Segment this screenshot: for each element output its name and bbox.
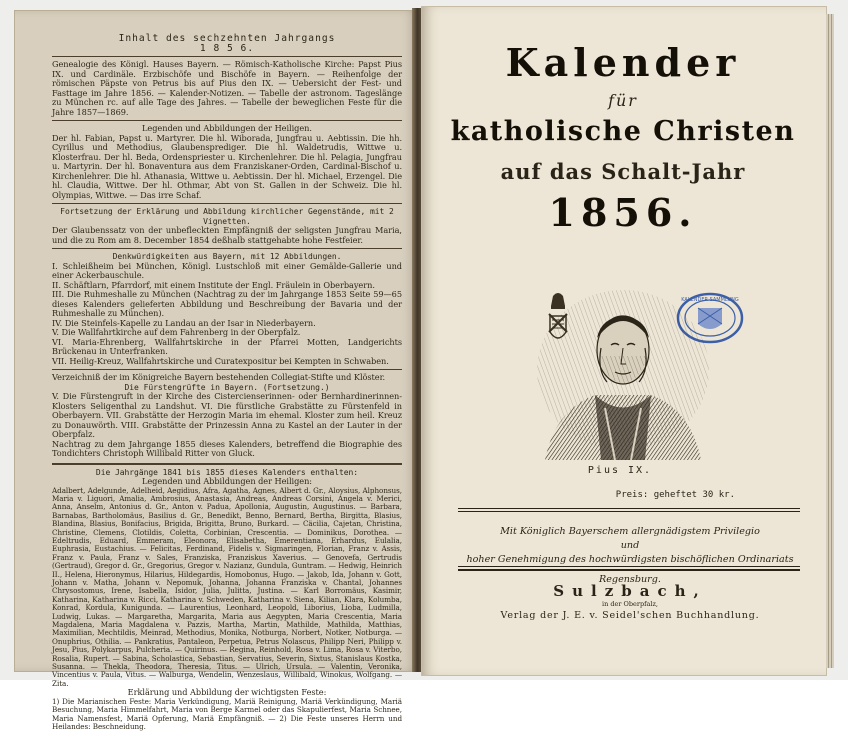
list-item: III. Die Ruhmeshalle zu München (Nachtrag zu der im Jahrgange 1853 Seite 59—65 dieses Kalenders gelieferten Abbildung und Beschreibung der Bavaria und der Ruhmeshalle zu München). [52, 289, 402, 318]
divider [52, 248, 402, 249]
divider [52, 56, 402, 57]
section-text: Der Glaubenssatz von der unbefleckten Empfängniß der seligsten Jungfrau Maria, und die zu Rom am 8. December 1854 deßhalb stattgehabte hohe Festfeier. [52, 225, 402, 245]
section-title: Die Jahrgänge 1841 bis 1855 dieses Kalenders enthalten: [95, 467, 359, 477]
publisher-block [440, 582, 820, 621]
publisher-name: Verlag der J. E. v. Seidel'schen Buchhandlung. [500, 610, 760, 621]
section-text: 1) Die Marianischen Feste: Maria Verkündigung, Mariä Reinigung, Mariä Verkündigung, Mariä Besuchung, Maria Himmelfahrt, Maria von Berge Karmel oder das Skapulierfest, Maria Schnee, Maria Namensfest, Mariä Opferung, Mariä Empfängniß. — 2) Die Feste unseres Herrn und Heilandes: Beschneidung. [52, 696, 402, 731]
divider [458, 508, 800, 509]
stamp-text: KALENDER-SAMMLUNG [681, 297, 739, 303]
list-item: II. Schäftlarn, Pfarrdorf, mit einem Institute der Engl. Fräulein in Oberbayern. [52, 279, 375, 290]
portrait-caption: Pius IX. [587, 465, 653, 476]
title-line3: auf das Schalt-Jahr [500, 159, 746, 184]
title-main: Kalender [505, 40, 741, 85]
page-edges [826, 14, 834, 668]
list-item: VI. Maria-Ehrenberg, Wallfahrtskirche in der Pfarrei Motten, Landgerichts Brückenau in Unterfranken. [52, 336, 402, 356]
section-text: V. Die Fürstengruft in der Kirche des Cistercienserinnen- oder Bernhardinerinnen-Klosters Seligenthal zu Landshut. VI. Die fürstliche Grabstätte zu Fürstenfeld in Oberbayern. VII. Grabstätte der Herzogin Maria im ehemal. Kloster zum heil. Kreuz zu Donauwörth. VIII. Grabstätte der Prinzessin Anna zu Kastel an der Lauter in der Oberpfalz. [52, 391, 402, 439]
section-title: Erklärung und Abbildung der wichtigsten Feste: [127, 687, 327, 698]
section-subtitle: Legenden und Abbildungen der Heiligen: [141, 476, 313, 486]
section-text: Adalbert, Adelgunde, Adelheid, Aegidius, Afra, Agatha, Agnes, Albert d. Gr., Aloysius, Alphonsus, Maria v. Liguori, Amalia, Ambrosius, Anastasia, Andreas, Andreas Corsini, Angela v. Merici, Anna, Anselm, Antonius d. Gr., Anton v. Padua, Apollonia, Augustin, Augustinus. — Barbara, Barnabas, Bartholomäus, Basilius d. Gr., Benedikt, Benno, Bernard, Bertha, Birgitta, Blasius, Blandina, Blasius, Bonifacius, Brigida, Brigitta, Bruno, Burkard. — Cäcilia, Cajetan, Christina, Christine, Clemens, Clotildis, Coletta, Corbinian, Crescentia. — Dominikus, Dorothea. — Edeltrudis, Eduard, Emmeram, Eleonora, Elisabetha, Emerentiana, Erhardus, Eulalia, Euphrasia, Eustachius. — Felicitas, Ferdinand, Fidelis v. Sigmaringen, Florian, Franz v. Assis, Franz v. Paula, Franz v. Sales, Franziska, Franziskus Xaverius. — Genovefa, Gertrudis (Gertraud), Gregor d. Gr., Gregorius, Gregor v. Nazianz, Gundula, Guntram. — Hedwig, Heinrich II., Helena, Hieronymus, Hilarius, Hildegardis, Homobonus, Hugo. — Jakob, Ida, Johann v. Gott, Johann v. Matha, Johann v. Nepomuk, Johanna, Johanna Franziska v. Chantal, Johannes Chrysostomus, Irene, Isabella, Isidor, Julia, Julitta, Justina. — Karl Borromäus, Kasimir, Katharina, Katharina v. Ricci, Katharina v. Schweden, Katharina v. Siena, Kilian, Klara, Kolumba, Konrad, Kordula, Kunigunda. — Laurentius, Leonhard, Leopold, Liborius, Lioba, Ludmilla, Ludwig, Lukas. — Margaretha, Margarita, Maria aus Aegypten, Maria Crescentia, Maria Magdalena, Maria Magdalena v. Pazzis, Martha, Martin, Mathilde, Mathilda, Matthias, Maximilian, Mechtildis, Meinrad, Methodius, Monika, Notburga, Norbert, Notker, Notburga. — Onuphrius, Othilia. — Pankratius, Pantaleon, Perpetua, Petrus Nolascus, Philipp Neri, Philipp v. Jesu, Pius, Polykarpus, Pulcheria. — Quirinus. — Regina, Reinhold, Rosa v. Lima, Rosa v. Viterbo, Rosalia, Rupert. — Sabina, Scholastica, Sebastian, Servatius, Severin, Sixtus, Stanislaus Kostka, Susanna. — Thekla, Theodora, Theresia, Titus. — Ulrich, Ursula. — Valentin, Veronika, Vincentius v. Paula, Vitus. — Walburga, Wendelin, Wenzeslaus, Willibald, Winokus, Wolfgang. — Zita. [52, 485, 402, 688]
list-item: V. Die Wallfahrtkirche auf dem Fahrenberg in der Oberpfalz. [52, 327, 301, 337]
divider [52, 369, 402, 370]
list-item: VII. Heilig-Kreuz, Wallfahrtskirche und Curatexpositur bei Kempten in Schwaben. [52, 355, 389, 366]
publisher-city: Sulzbach, [553, 582, 707, 600]
divider [458, 566, 800, 567]
list-item: I. Schleißheim bei München, Königl. Lustschloß mit einer Gemälde-Gallerie und einer Ackerbauschule. [52, 260, 402, 280]
list-item: IV. Die Steinfels-Kapelle zu Landau an der Isar in Niederbayern. [52, 317, 316, 328]
section-title: Denkwürdigkeiten aus Bayern, mit 12 Abbildungen. [112, 252, 342, 261]
section-text: Nachtrag zu dem Jahrgange 1855 dieses Kalenders, betreffend die Biographie des Tondichters Christoph Willibald Ritter von Gluck. [52, 438, 402, 458]
section-title: Legenden und Abbildungen der Heiligen. [142, 123, 312, 133]
divider [458, 569, 800, 571]
title-year: 1856. [548, 190, 698, 235]
divider [52, 463, 402, 465]
privilege-line: hoher Genehmigung des hochwürdigsten bischöflichen Ordinariats Regensburg. [466, 554, 794, 585]
toc-heading: Inhalt des sechzehnten Jahrgangs [118, 33, 336, 44]
privilege-block [444, 522, 816, 590]
divider [52, 203, 402, 204]
publisher-region: in der Oberpfalz, [602, 600, 658, 608]
divider [458, 511, 800, 512]
title-block [430, 40, 816, 235]
pope-portrait [535, 290, 711, 460]
title-line2: katholische Christen [450, 116, 796, 147]
divider [52, 120, 402, 121]
price-label: Preis: geheftet 30 kr. [615, 490, 735, 500]
toc-year: 1 8 5 6. [199, 42, 255, 54]
section-text: Verzeichniß der im Königreiche Bayern bestehenden Collegiat-Stifte und Klöster. [52, 372, 386, 382]
table-of-contents [52, 34, 402, 731]
privilege-line: Mit Königlich Bayerschem allergnädigstem Privilegio [500, 526, 760, 537]
toc-intro: Genealogie des Königl. Hauses Bayern. — Römisch-Katholische Kirche: Papst Pius IX. und Cardinäle. Erzbischöfe und Bischöfe in Bayern. — Reihenfolge der römischen Päpste von Petrus bis auf Pius den IX. — Uebersicht der Fest- und Fasttage im Jahre 1856. — Kalender-Notizen. — Tabelle der astronom. Tageslänge zu München rc. auf alle Tage des Jahres. — Tabelle der beweglichen Feste für die Jahre 1857—1869. [52, 59, 402, 117]
section-text: Der hl. Fabian, Papst u. Martyrer. Die hl. Wiborada, Jungfrau u. Aebtissin. Die hh. Cyrillus und Methodius, Glaubensprediger. Die hl. Waldetrudis, Wittwe u. Klosterfrau. Der hl. Beda, Ordenspriester u. Kirchenlehrer. Die hl. Pelagia, Jungfrau u. Martyrin. Der hl. Bonaventura aus dem Franziskaner-Orden, Cardinal-Bischof u. Kirchenlehrer. Die hl. Athanasia, Wittwe u. Aebtissin. Der hl. Michael, Erzengel. Die hl. Claudia, Wittwe. Der hl. Othmar, Abt von St. Gallen in der Schweiz. Die hl. Olympias, Wittwe. — Das irre Schaf. [52, 132, 402, 200]
title-fur: für [608, 91, 638, 110]
section-title: Fortsetzung der Erklärung und Abbildung kirchlicher Gegenstände, mit 2 Vignetten. [60, 207, 394, 226]
privilege-line: und [620, 540, 640, 551]
section-title: Die Fürstengrüfte in Bayern. (Fortsetzung.) [124, 382, 330, 392]
